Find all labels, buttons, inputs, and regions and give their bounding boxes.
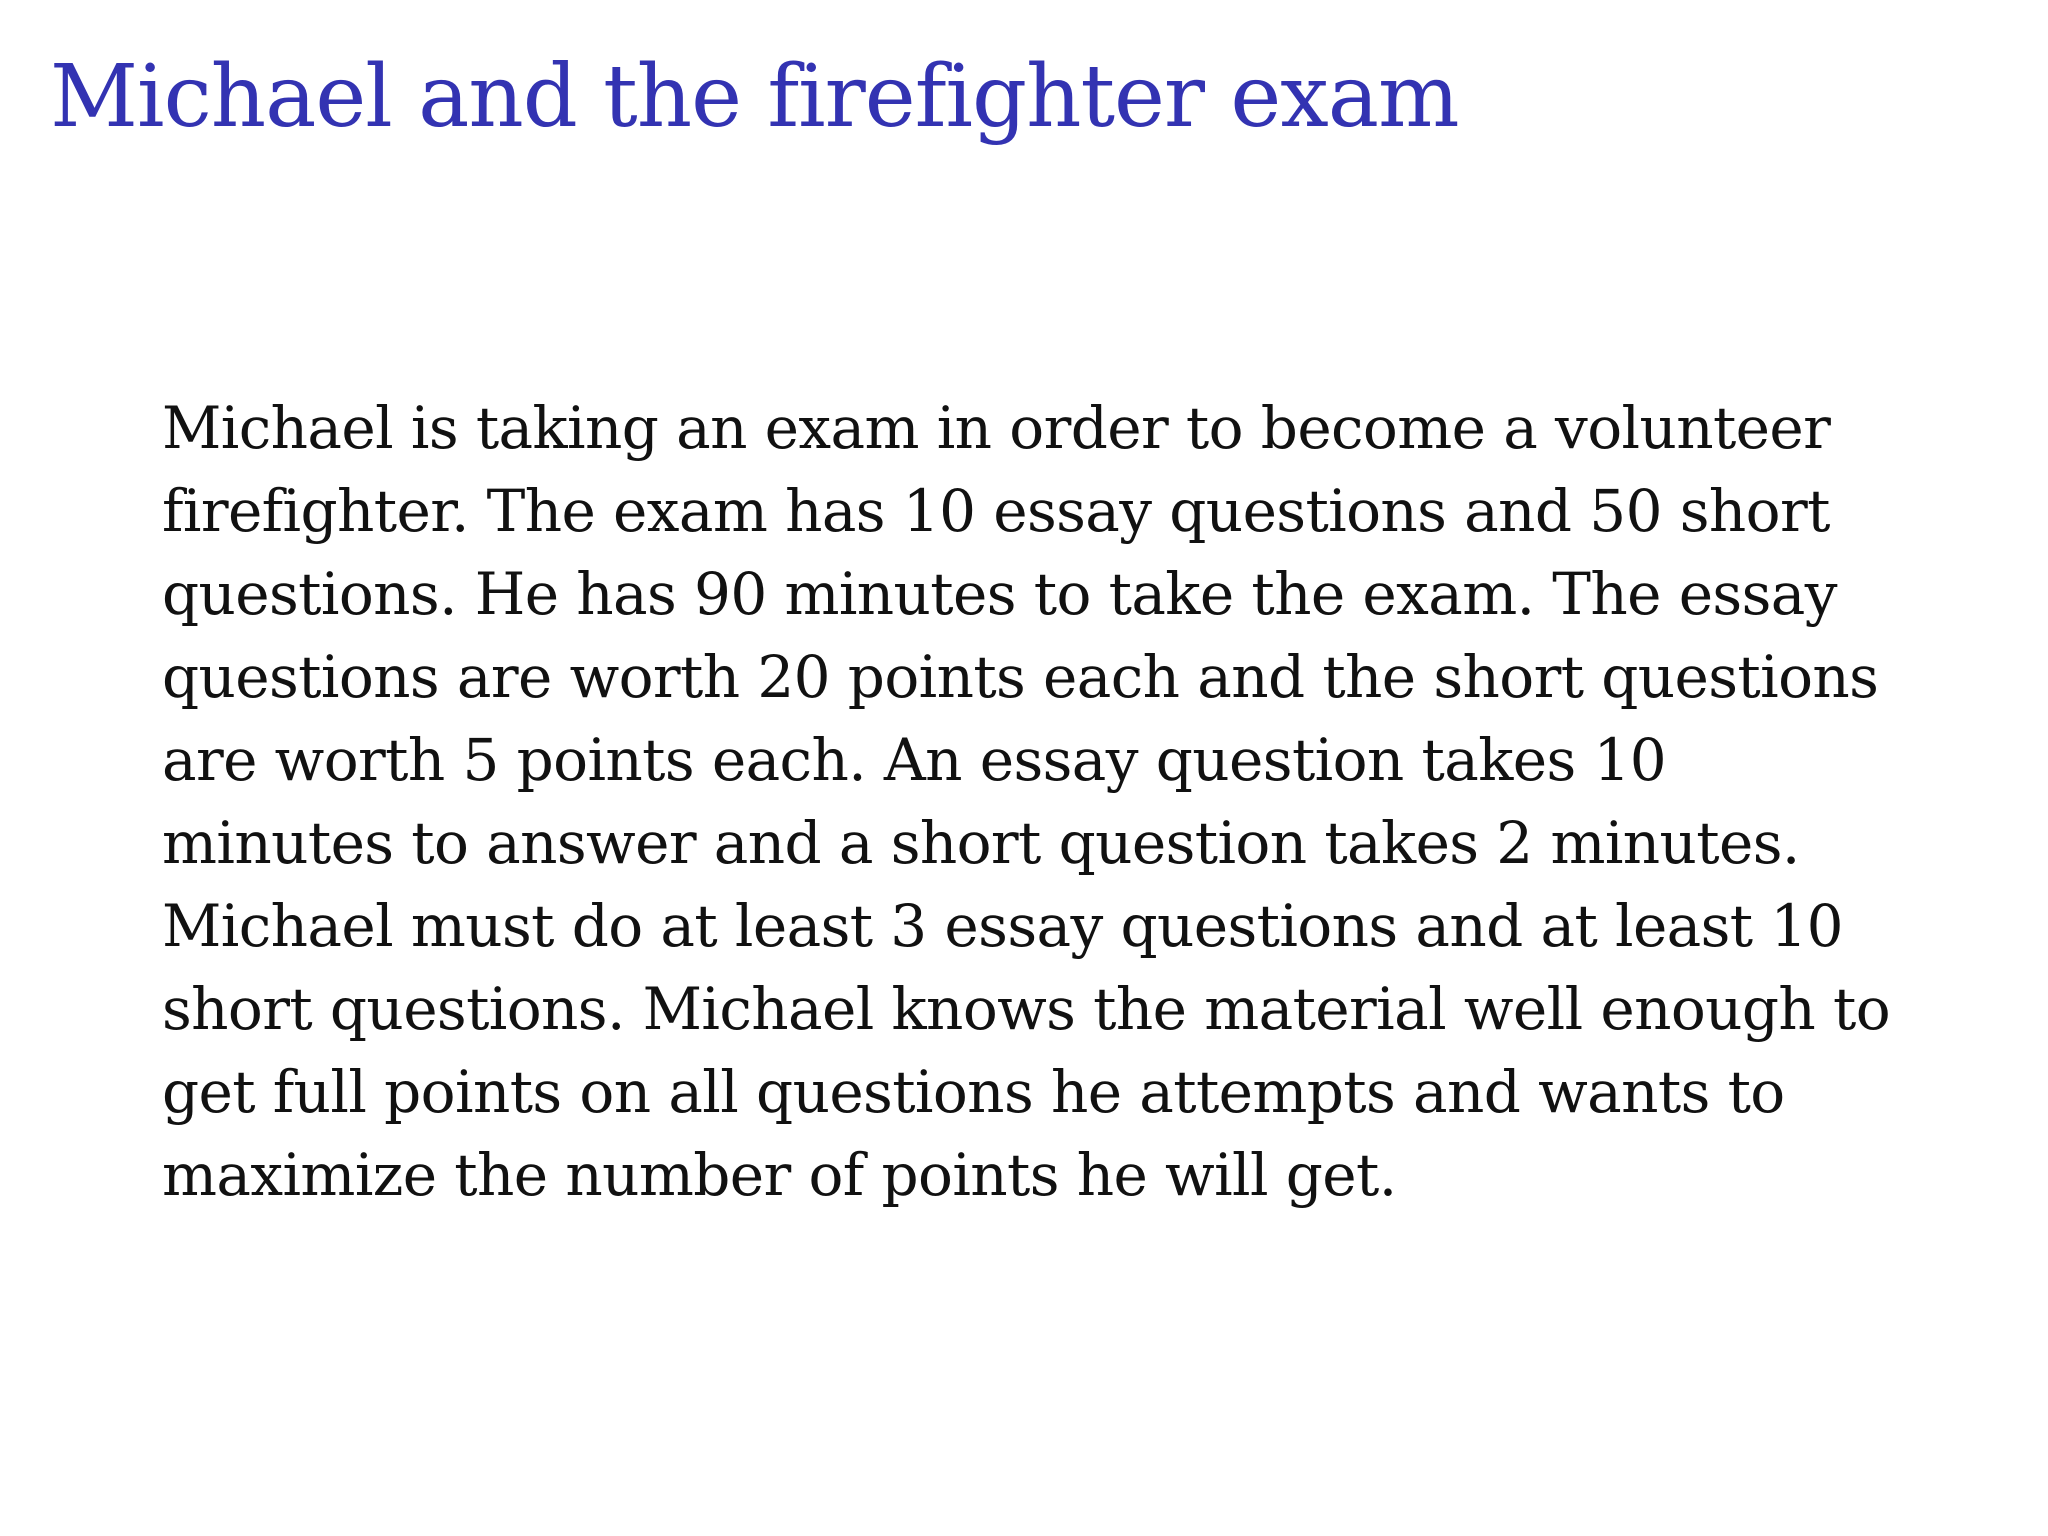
problem-text-line: Michael must do at least 3 essay questions and at least 10 xyxy=(162,892,1843,960)
problem-statement xyxy=(162,387,1922,1217)
problem-text-line: get full points on all questions he attempts and wants to xyxy=(162,1058,1785,1126)
problem-text-line: questions. He has 90 minutes to take the exam. The essay xyxy=(162,560,1837,628)
problem-text-line: firefighter. The exam has 10 essay questions and 50 short xyxy=(162,477,1830,545)
problem-text-line: are worth 5 points each. An essay question takes 10 xyxy=(162,726,1667,794)
problem-text-line: minutes to answer and a short question takes 2 minutes. xyxy=(162,809,1800,877)
problem-text-line: questions are worth 20 points each and the short questions xyxy=(162,643,1879,711)
slide-title: Michael and the firefighter exam xyxy=(50,47,1459,147)
problem-text-line: maximize the number of points he will get. xyxy=(162,1141,1397,1209)
problem-text-line: short questions. Michael knows the material well enough to xyxy=(162,975,1891,1043)
problem-text-line: Michael is taking an exam in order to become a volunteer xyxy=(162,394,1831,462)
